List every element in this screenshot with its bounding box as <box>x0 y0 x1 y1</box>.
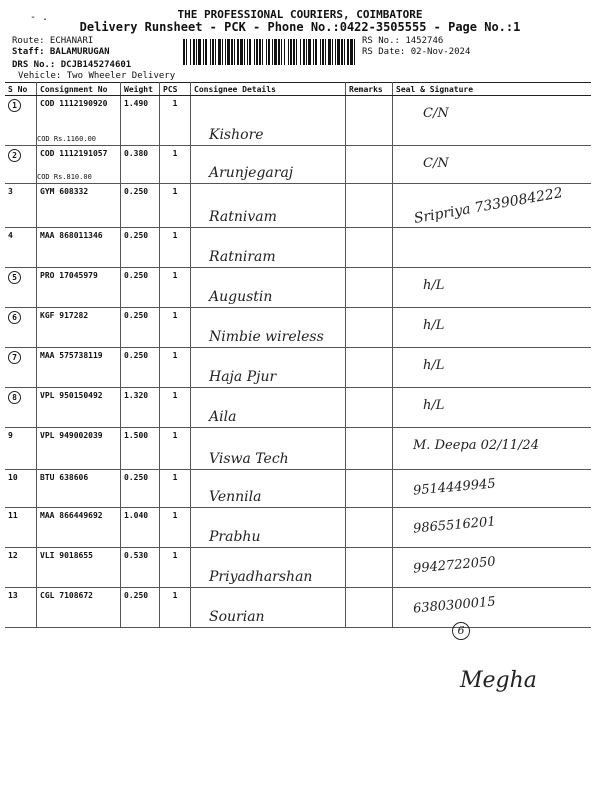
barcode-bar <box>212 39 214 65</box>
piece-count: 1 <box>160 228 191 268</box>
staff-label: Staff: BALAMURUGAN <box>12 47 110 57</box>
consignment-number: BTU 638606 <box>40 473 89 482</box>
consignee-name: Haja Pjur <box>209 369 277 385</box>
barcode-bar <box>234 39 235 65</box>
table-row <box>5 548 591 588</box>
barcode-bar <box>247 39 248 65</box>
barcode-bar <box>205 39 207 65</box>
drs-label: DRS No.: DCJB145274601 <box>12 60 132 70</box>
consignment-number: VLI 9018655 <box>40 551 93 560</box>
row-serial-number: 6 <box>8 311 21 324</box>
remarks-cell <box>346 428 393 470</box>
barcode-bar <box>231 39 233 65</box>
barcode-image <box>183 39 356 65</box>
package-weight: 0.250 <box>121 268 160 308</box>
barcode-bar <box>237 39 239 65</box>
consignee-name: Prabhu <box>209 529 261 545</box>
row-serial-number: 10 <box>8 473 18 482</box>
consignment-number: KGF 917282 <box>40 311 89 320</box>
piece-count: 1 <box>160 508 191 548</box>
barcode-bar <box>347 39 349 65</box>
seal-signature: 6380300015 <box>412 594 497 617</box>
package-weight: 0.530 <box>121 548 160 588</box>
seal-signature: M. Deepa 02/11/24 <box>413 438 539 453</box>
remarks-cell <box>346 228 393 268</box>
barcode-bar <box>332 39 333 65</box>
barcode-bar <box>240 39 243 65</box>
barcode-bar <box>300 39 301 65</box>
package-weight: 1.490 <box>121 96 160 146</box>
table-row <box>5 146 591 184</box>
barcode-bar <box>320 39 321 65</box>
barcode-bar <box>266 39 267 65</box>
barcode-bar <box>335 39 336 65</box>
seal-signature: 9514449945 <box>412 476 497 499</box>
seal-signature: h/L <box>423 318 445 333</box>
row-serial-number: 12 <box>8 551 18 560</box>
barcode-bar <box>306 39 307 65</box>
barcode-bar <box>328 39 331 65</box>
barcode-bar <box>272 39 273 65</box>
remarks-cell <box>346 308 393 348</box>
barcode-bar <box>354 39 355 65</box>
company-title: THE PROFESSIONAL COURIERS, COIMBATORE <box>177 8 423 21</box>
barcode-bar <box>344 39 345 65</box>
barcode-bar <box>274 39 277 65</box>
cod-amount: COD Rs.1160.00 <box>37 135 97 143</box>
row-serial-number: 3 <box>8 187 13 196</box>
piece-count: 1 <box>160 548 191 588</box>
piece-count: 1 <box>160 588 191 628</box>
barcode-bar <box>308 39 311 65</box>
consignee-name: Viswa Tech <box>209 451 289 467</box>
consignee-name: Sourian <box>209 609 265 625</box>
col-weight: Weight <box>121 83 160 96</box>
barcode-bar <box>284 39 285 65</box>
remarks-cell <box>346 184 393 228</box>
barcode-bar <box>313 39 314 65</box>
consignee-name: Priyadharshan <box>209 569 313 585</box>
col-pcs: PCS <box>160 83 191 96</box>
table-row <box>5 184 591 228</box>
corner-mark: - . <box>30 12 49 23</box>
barcode-bar <box>259 39 261 65</box>
barcode-bar <box>296 39 297 65</box>
table-row <box>5 348 591 388</box>
consignee-name: Arunjegaraj <box>209 165 294 181</box>
package-weight: 1.500 <box>121 428 160 470</box>
supervisor-signature: Megha <box>460 668 537 693</box>
consignee-name: Aila <box>209 409 237 425</box>
barcode-bar <box>215 39 216 65</box>
row-serial-number: 8 <box>8 391 21 404</box>
package-weight: 0.250 <box>121 470 160 508</box>
consignment-number: VPL 950150492 <box>40 391 103 400</box>
piece-count: 1 <box>160 470 191 508</box>
barcode-bar <box>198 39 201 65</box>
col-seal: Seal & Signature <box>393 83 592 96</box>
package-weight: 0.250 <box>121 184 160 228</box>
package-weight: 0.250 <box>121 308 160 348</box>
barcode-bar <box>227 39 230 65</box>
row-serial-number: 5 <box>8 271 21 284</box>
barcode-bar <box>186 39 187 65</box>
row-serial-number: 4 <box>8 231 13 240</box>
barcode-bar <box>322 39 324 65</box>
barcode-bar <box>244 39 245 65</box>
seal-signature: h/L <box>423 278 445 293</box>
barcode-bar <box>268 39 270 65</box>
consignee-name: Vennila <box>209 489 262 505</box>
barcode-bar <box>278 39 280 65</box>
consignment-number: MAA 575738119 <box>40 351 103 360</box>
barcode-bar <box>315 39 317 65</box>
barcode-bar <box>254 39 255 65</box>
remarks-cell <box>346 470 393 508</box>
package-weight: 0.250 <box>121 348 160 388</box>
remarks-cell <box>346 96 393 146</box>
remarks-cell <box>346 348 393 388</box>
barcode-bar <box>196 39 197 65</box>
table-row <box>5 228 591 268</box>
barcode-bar <box>341 39 343 65</box>
consignment-number: COD 1112190920 <box>40 99 108 108</box>
consignment-number: GYM 608332 <box>40 187 89 196</box>
delivered-count: 6 <box>452 622 470 640</box>
consignment-number: MAA 866449692 <box>40 511 103 520</box>
barcode-bar <box>218 39 221 65</box>
piece-count: 1 <box>160 96 191 146</box>
remarks-cell <box>346 268 393 308</box>
remarks-cell <box>346 146 393 184</box>
barcode-bar <box>256 39 258 65</box>
piece-count: 1 <box>160 348 191 388</box>
seal-signature: 9942722050 <box>412 554 497 577</box>
consignment-number: COD 1112191057 <box>40 149 108 158</box>
barcode-bar <box>203 39 204 65</box>
barcode-bar <box>225 39 226 65</box>
package-weight: 0.250 <box>121 228 160 268</box>
consignment-number: CGL 7108672 <box>40 591 93 600</box>
piece-count: 1 <box>160 146 191 184</box>
table-row <box>5 470 591 508</box>
seal-signature: Sripriya 7339084222 <box>412 185 564 227</box>
rs-date: RS Date: 02-Nov-2024 <box>362 47 471 57</box>
barcode-bar <box>210 39 211 65</box>
runsheet-table <box>5 82 591 628</box>
seal-signature: 9865516201 <box>412 514 497 537</box>
package-weight: 1.040 <box>121 508 160 548</box>
row-serial-number: 13 <box>8 591 18 600</box>
consignee-name: Augustin <box>209 289 273 305</box>
barcode-bar <box>337 39 340 65</box>
rs-number: RS No.: 1452746 <box>362 36 444 46</box>
col-consignee: Consignee Details <box>191 83 346 96</box>
table-row <box>5 268 591 308</box>
cod-amount: COD Rs.810.00 <box>37 173 92 181</box>
package-weight: 0.380 <box>121 146 160 184</box>
barcode-bar <box>281 39 282 65</box>
consignment-number: VPL 949002039 <box>40 431 103 440</box>
piece-count: 1 <box>160 268 191 308</box>
piece-count: 1 <box>160 184 191 228</box>
table-row <box>5 308 591 348</box>
barcode-bar <box>190 39 191 65</box>
barcode-bar <box>262 39 263 65</box>
remarks-cell <box>346 548 393 588</box>
seal-signature: h/L <box>423 358 445 373</box>
piece-count: 1 <box>160 428 191 470</box>
consignment-number: MAA 868011346 <box>40 231 103 240</box>
col-remarks: Remarks <box>346 83 393 96</box>
table-row <box>5 428 591 470</box>
barcode-bar <box>249 39 251 65</box>
runsheet-subtitle: Delivery Runsheet - PCK - Phone No.:0422-3505555 - Page No.:1 <box>79 20 521 34</box>
piece-count: 1 <box>160 308 191 348</box>
table-row <box>5 508 591 548</box>
table-row <box>5 96 591 146</box>
barcode-bar <box>350 39 353 65</box>
col-consignment: Consignment No <box>37 83 121 96</box>
consignment-number: PRO 17045979 <box>40 271 98 280</box>
row-serial-number: 1 <box>8 99 21 112</box>
barcode-bar <box>193 39 195 65</box>
barcode-bar <box>293 39 295 65</box>
barcode-bar <box>290 39 292 65</box>
barcode-bar <box>222 39 223 65</box>
table-header-row <box>5 83 591 96</box>
remarks-cell <box>346 588 393 628</box>
consignee-name: Nimbie wireless <box>209 329 324 345</box>
table-row <box>5 588 591 628</box>
row-serial-number: 7 <box>8 351 21 364</box>
row-serial-number: 2 <box>8 149 21 162</box>
remarks-cell <box>346 508 393 548</box>
consignee-name: Ratnivam <box>209 209 277 225</box>
package-weight: 1.320 <box>121 388 160 428</box>
barcode-bar <box>325 39 326 65</box>
route-label: Route: ECHANARI <box>12 36 94 46</box>
table-row <box>5 388 591 428</box>
vehicle-label: Vehicle: Two Wheeler Delivery <box>18 71 176 81</box>
remarks-cell <box>346 388 393 428</box>
package-weight: 0.250 <box>121 588 160 628</box>
barcode-bar <box>183 39 185 65</box>
seal-signature: C/N <box>423 156 449 171</box>
row-serial-number: 11 <box>8 511 18 520</box>
barcode-bar <box>303 39 305 65</box>
consignee-name: Kishore <box>209 127 264 143</box>
piece-count: 1 <box>160 388 191 428</box>
seal-signature: h/L <box>423 398 445 413</box>
consignee-name: Ratniram <box>209 249 276 265</box>
seal-signature: C/N <box>423 106 449 121</box>
barcode-bar <box>288 39 289 65</box>
col-sno: S No <box>5 83 37 96</box>
row-serial-number: 9 <box>8 431 13 440</box>
